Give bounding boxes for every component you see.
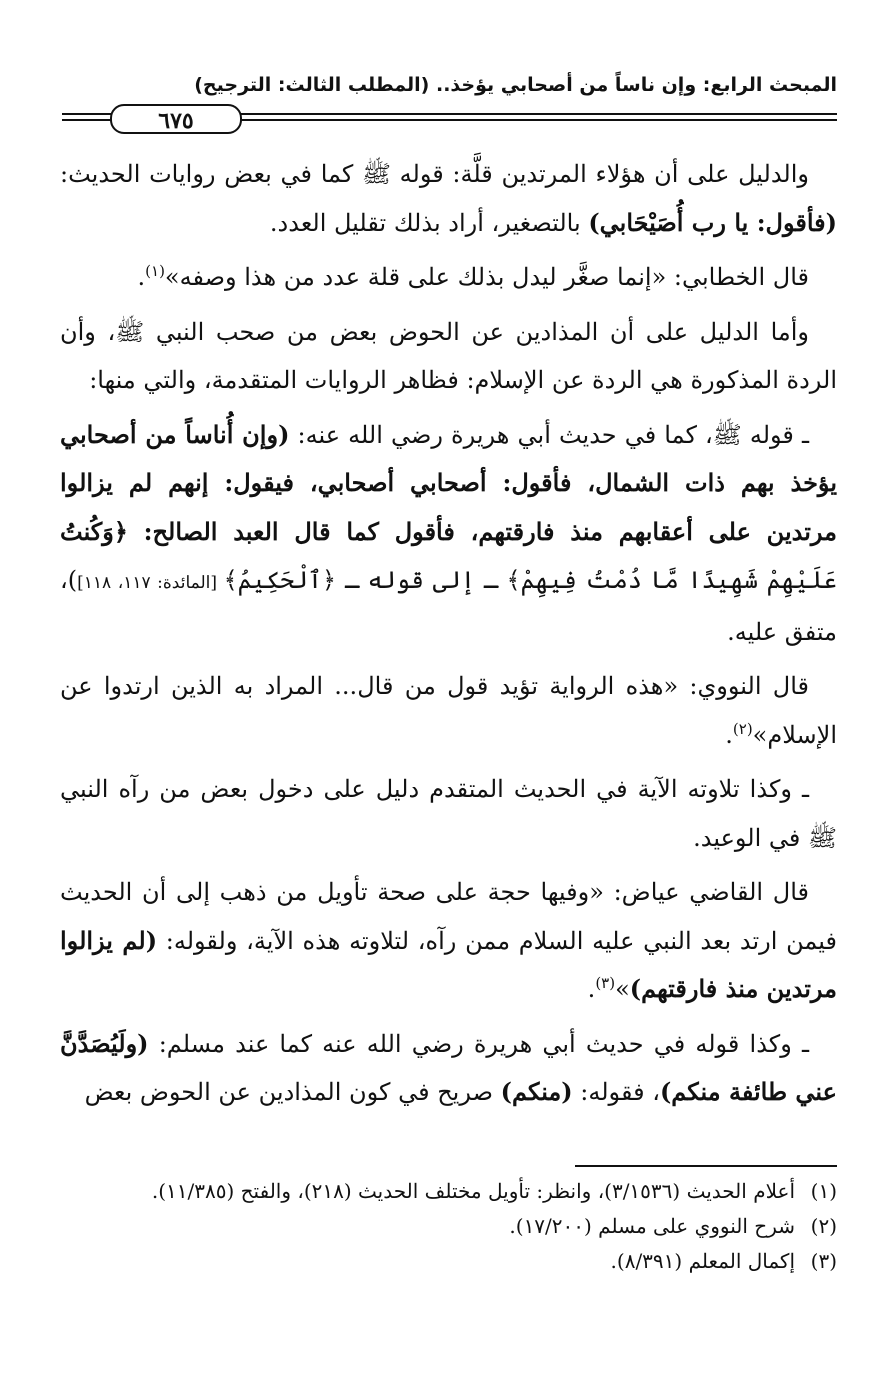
verse-citation: [المائدة: ١١٧، ١١٨] — [77, 573, 224, 593]
paragraph-3: وأما الدليل على أن المذادين عن الحوض بعض من صحب النبي ﷺ، وأن الردة المذكورة هي الردة عن الإسلام: فظاهر الروايات المتقدمة، والتي منها: — [60, 317, 837, 394]
page-number: ٦٧٥ — [110, 104, 242, 134]
paragraph-8: ـ وكذا قوله في حديث أبي هريرة رضي الله عنه كما عند مسلم: (ولَيُصَدَّنَّ عني طائفة منكم)، فقوله: (منكم) صريح في كون المذادين عن الحوض بعض — [60, 1028, 837, 1106]
footnote-text: شرح النووي على مسلم (١٧/٢٠٠). — [509, 1214, 795, 1238]
footnote-ref-3: (٣) — [595, 974, 616, 992]
paragraph-1: والدليل على أن هؤلاء المرتدين قلَّة: قوله ﷺ كما في بعض روايات الحديث: (فأقول: يا رب أُصَيْحَابي) بالتصغير، أراد بذلك تقليل العدد. — [60, 160, 837, 237]
paragraph-4: ـ قوله ﷺ، كما في حديث أبي هريرة رضي الله عنه: (وإن أُناساً من أصحابي يؤخذ بهم ذات الشمال، فأقول: أصحابي أصحابي، فيقول: إنهم لم يزالوا مرتدين على أعقابهم منذ فارقتهم، فأقول كما قال العبد الصالح: ﴿وَكُنتُ عَلَيْهِمْ شَهِيدًا مَّا دُمْتُ فِيهِمْ﴾ ـ إلى قوله ـ ﴿ٱلْحَكِيمُ﴾ [المائدة: ١١٧، ١١٨])، متفق عليه. — [60, 419, 837, 646]
footnote-3 — [60, 1244, 837, 1279]
paragraph-2: قال الخطابي: «إنما صغَّر ليدل بذلك على قلة عدد من هذا وصفه»$^{(١)}$. — [137, 262, 809, 291]
footnote-text: أعلام الحديث (٣/١٥٣٦)، وانظر: تأويل مختلف الحديث (٢١٨)، والفتح (١١/٣٨٥). — [151, 1179, 795, 1203]
quran-verse: عَلَيْهِمْ شَهِيدًا مَّا دُمْتُ فِيهِمْ﴾ — [506, 566, 837, 594]
main-text — [60, 150, 837, 1123]
footnote-separator — [575, 1165, 837, 1167]
running-header-title: المبحث الرابع: وإن ناساً من أصحابي يؤخذ.. (المطلب الثالث: الترجيح) — [194, 74, 837, 96]
paragraph-5: قال النووي: «هذه الرواية تؤيد قول من قال... المراد به الذين ارتدوا عن الإسلام»$^{(٢)}$. — [60, 672, 837, 749]
footnote-text: إكمال المعلم (٨/٣٩١). — [610, 1249, 795, 1273]
footnote-number: (٣) — [810, 1249, 837, 1273]
footnote-2 — [60, 1209, 837, 1244]
footnote-number: (١) — [810, 1179, 837, 1203]
footnote-1 — [60, 1174, 837, 1209]
footnote-number: (٢) — [810, 1214, 837, 1238]
quran-verse-end: ﴿ٱلْحَكِيمُ﴾ — [223, 566, 337, 594]
footnote-ref-2: (٢) — [732, 719, 753, 738]
header-rule — [62, 104, 837, 132]
footnotes — [60, 1174, 837, 1279]
paragraph-7: قال القاضي عياض: «وفيها حجة على صحة تأويل من ذهب إلى أن الحديث فيمن ارتد بعد النبي عليه السلام ممن رآه، لتلاوته هذه الآية، ولقوله: (لم يزالوا مرتدين منذ فارقتهم)»$^{(٣)}$. — [60, 878, 837, 1003]
footnote-ref-1: (١) — [145, 262, 165, 280]
paragraph-6: ـ وكذا تلاوته الآية في الحديث المتقدم دليل على دخول بعض من رآه النبي ﷺ في الوعيد. — [60, 775, 837, 852]
